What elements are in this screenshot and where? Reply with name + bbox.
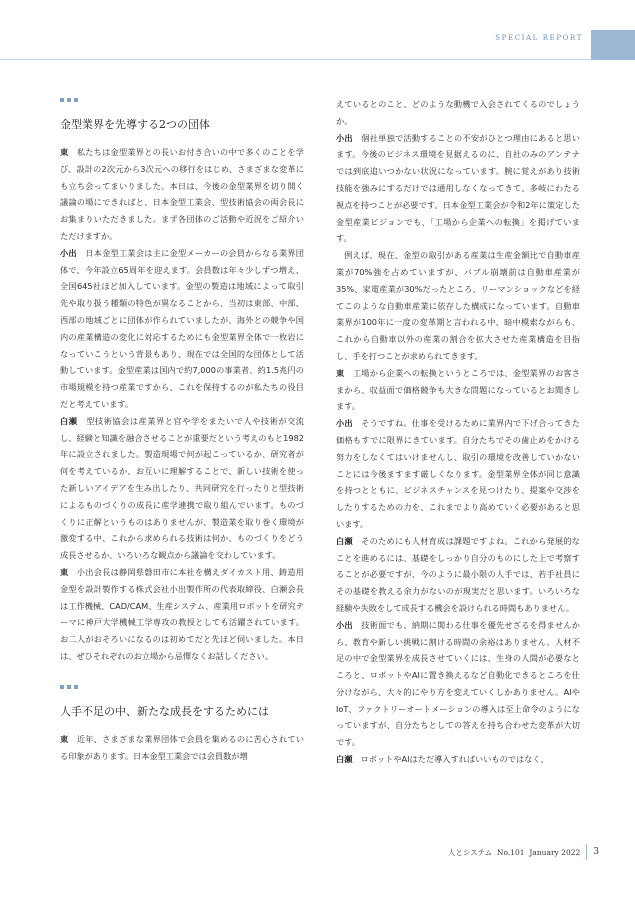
- paragraph-text: 技術面でも、納期に関わる仕事を優先せざるを得ませんから、教育や新しい挑戦に割ける時間の余裕はありません。人材不足の中で金型業界を成長させていくには、生身の人間が必要なところと、ロボットやAIに置き換えるなど自動化できるところを仕分けながら、大々的にやり方を変えていくしかありません。AIやIoT、ファクトリーオートメーションの導入は至上命令のようになっていますが、自分たちとしての答えを持ち合わせた変革が大切です。: [336, 619, 580, 748]
- paragraph-text: 工場から企業への転換というところでは、金型業界のお客さまから、収益面で価格競争も大きな問題になっているとお聞きします。: [336, 367, 580, 412]
- speaker: 白瀬: [60, 415, 78, 426]
- speaker: 東: [60, 566, 69, 577]
- paragraph-text: えているとのこと、どのような動機で入会されてくるのでしょうか。: [336, 99, 580, 126]
- speaker: 東: [336, 367, 345, 378]
- page-footer: [448, 844, 599, 860]
- speaker: 小出: [336, 132, 353, 143]
- paragraph: [60, 564, 304, 665]
- footer-rule: [586, 844, 587, 860]
- paragraph-text: 私たちは金型業界との長いお付き合いの中で多くのことを学び、設計の2次元から3次元への移行をはじめ、さまざまな変革にも立ち会ってまいりました。本日は、今後の金型業界を切り開く議論の場にできればと、日本金型工業会、型技術協会の両会長にお集まりいただきました。まず各団体のご活動や近況をご紹介いただけますか。: [60, 147, 304, 241]
- issue-number: No.101: [496, 847, 525, 857]
- section-heading: 人手不足の中、新たな成長をするためには: [60, 704, 269, 718]
- speaker: 白瀬: [336, 535, 353, 546]
- speaker: 小出: [336, 418, 353, 429]
- paragraph: [60, 144, 304, 245]
- paragraph: [336, 365, 580, 415]
- paragraph-text: 例えば、現在、金型の取引がある産業は生産金額比で自動車産業が70%強を占めていますが、バブル崩壊前は自動車産業が35%、家電産業が30%だったところ、リーマンショックなどを経てこのような自動車産業に依存した構成になっています。自動車業界が100年に一度の変革期と言われる中、暗中模索ながらも、これから自動車以外の産業の割合を拡大させた産業構造を目指し、手を打つことが求められてきます。: [336, 250, 580, 361]
- section-marker-icon: [60, 98, 304, 103]
- paragraph-text: そうですね。仕事を受けるために業界内で下げ合ってきた価格もすでに限界にきています。自分たちでその歯止めをかける努力をしなくてはいけませんし、取引の環境を改善していかないことには今後ますます厳しくなります。金型業界全体が同じ意識を持つとともに、ビジネスチャンスを見つけたり、提案や交渉をしたりするための力を、これまでより高めていく必要があると思います。: [336, 418, 580, 529]
- paragraph-text: ロボットやAIはただ導入すればいいものではなく、: [352, 754, 549, 765]
- paragraph-text: 個社単独で活動することの不安がひとつ理由にあると思います。今後のビジネス環境を見据えるのに、自社のみのアンテナでは到底追いつかない状況になっています。腕に覚えがあり技術技能を強みにするだけでは通用しなくなってきて、多岐にわたる視点を持つことが必要です。日本金型工業会が令和2年に策定した金型産業ビジョンでも、「工場から企業への転換」を掲げています。: [336, 132, 580, 244]
- paragraph-text: そのためにも人材育成は課題ですよね。これから発展的なことを進めるには、基礎をしっかり自分のものにした上で考察することが必要ですが、今のように最小限の人手では、若手社員にその基礎を教える余力がないのが現実だと思います。いろいろな経験や失敗をして成長する機会を設けられる時間もありません。: [336, 535, 580, 613]
- paragraph: [336, 415, 580, 533]
- page-number: 3: [593, 847, 599, 857]
- header-rule: [0, 59, 635, 60]
- paragraph: [336, 751, 580, 768]
- speaker: 白瀬: [336, 754, 353, 765]
- left-column: [60, 98, 304, 764]
- paragraph: [336, 96, 580, 130]
- paragraph: [336, 617, 580, 751]
- paragraph-text: 小出会長は静岡県磐田市に本社を構えダイカスト用、鋳造用金型を設計製作する株式会社小出製作所の代表取締役、白瀬会長は工作機械、CAD/CAM、生産システム、産業用ロボットを研究テーマに神戸大学機械工学専攻の教授としても活躍されています。お二人がおそろいになるのは初めてだと先ほど伺いました。本日は、ぜひそれぞれのお立場から忌憚なくお話しください。: [60, 566, 304, 661]
- paragraph-text: 近年、さまざまな業界団体で会員を集めるのに苦心されている印象があります。日本金型工業会では会員数が増: [60, 733, 304, 761]
- speaker: 小出: [60, 247, 77, 258]
- issue-date: January 2022: [529, 847, 581, 857]
- paragraph: [60, 245, 304, 413]
- section-label: SPECIAL REPORT: [495, 34, 583, 42]
- speaker: 東: [60, 147, 69, 157]
- paragraph: [60, 731, 304, 765]
- paragraph: [60, 413, 304, 564]
- paragraph: [336, 130, 580, 248]
- paragraph-text: 型技術協会は産業界と官や学をまたいで人や技術が交流し、経験と知識を融合させることが重要だという考えのもと1982年に設立されました。製造現場で何が起こっているか、研究者が何を考えているか、お互いに理解することで、新しい技術を使った新しいアイデアを生み出したり、共同研究を行ったりと型技術によるものづくりの成長に産学連携で取り組んでいます。ものづくりに正解というものはありませんが、製造業を取り巻く環境が激変する中、これから求められる技術は何か、ものづくりをどう成長させるか、いろいろな観点から議論を交わしています。: [60, 415, 304, 561]
- section-marker-icon: [60, 685, 304, 690]
- speaker: 小出: [336, 619, 353, 630]
- magazine-title: 人とシステム: [447, 847, 493, 857]
- right-column: [336, 96, 580, 768]
- paragraph: [336, 533, 580, 617]
- section-heading: 金型業界を先導する2つの団体: [60, 118, 210, 131]
- paragraph-text: 日本金型工業会は主に金型メーカーの会員からなる業界団体で、今年設立65周年を迎えます。会員数は年々少しずつ増え、全国645社ほど加入しています。金型の製造は地域によって取引先や取り扱う種類の特色が異なることから、当初は東部、中部、西部の地域ごとに団体が作られていましたが、海外との競争や国内の産業構造の変化に対応するためにも金型業界全体で一枚岩になっていこうという背景もあり、現在では全国的な団体として活動しています。金型産業は国内で約7,000の事業者、約1.5兆円の市場規模を持つ産業ですから、これを保持するのが私たちの役目だと考えています。: [60, 247, 304, 409]
- page-header: [0, 30, 635, 60]
- header-accent-block: [591, 30, 635, 60]
- speaker: 東: [60, 733, 69, 744]
- paragraph: [336, 247, 580, 365]
